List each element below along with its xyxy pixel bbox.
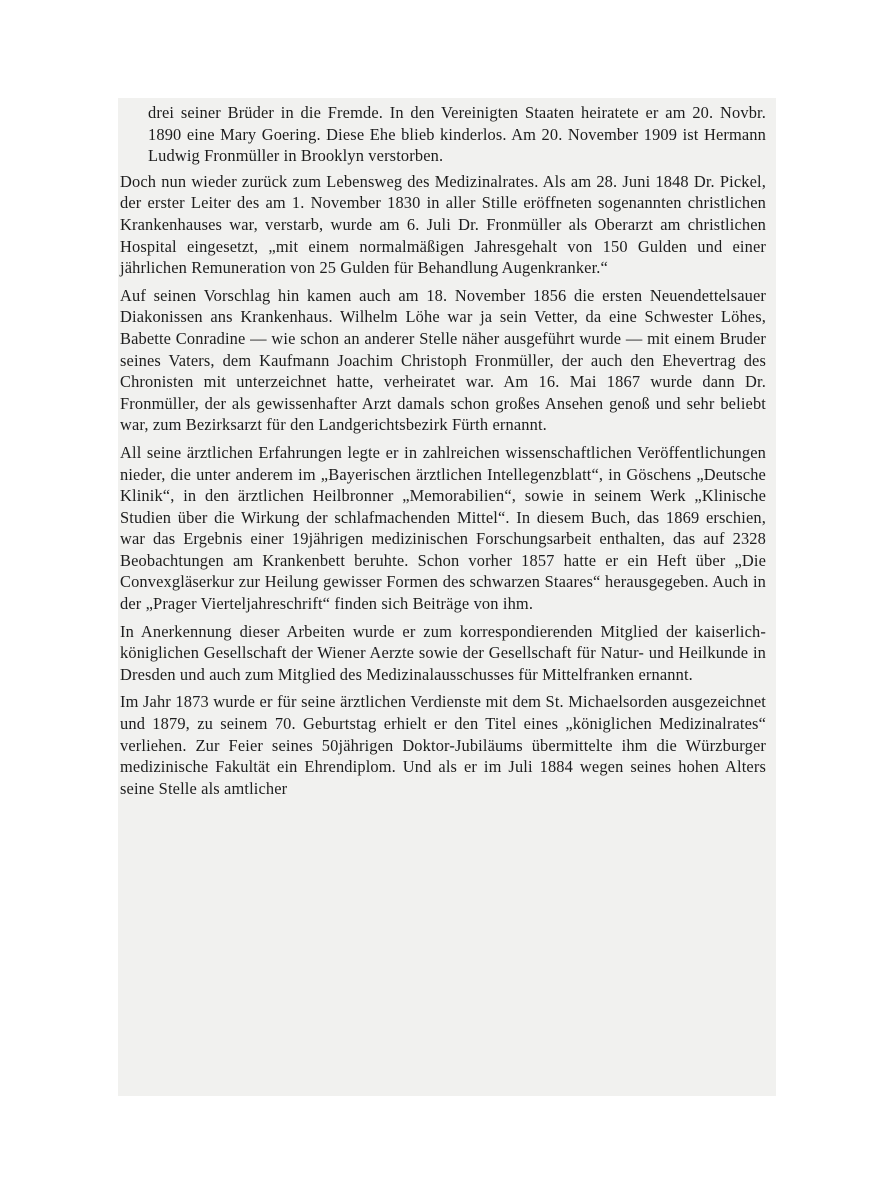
paragraph-3: Auf seinen Vorschlag hin kamen auch am 18. November 1856 die ersten Neuendettelsauer Diakonissen ans Krankenhaus. Wilhelm Löhe war ja sein Vetter, da eine Schwester Löhes, Babette Conradine — wie schon an anderer Stelle näher ausgeführt wurde — mit einem Bruder seines Vaters, dem Kaufmann Joachim Christoph Fronmüller, der auch den Ehevertrag des Chronisten mit unterzeichnet hatte, verheiratet war. Am 16. Mai 1867 wurde dann Dr. Fronmüller, der als gewissenhafter Arzt damals schon großes Ansehen genoß und sehr beliebt war, zum Bezirksarzt für den Landgerichtsbezirk Fürth ernannt.: [120, 285, 766, 435]
paragraph-6: Im Jahr 1873 wurde er für seine ärztlichen Verdienste mit dem St. Michaelsorden ausgezeichnet und 1879, zu seinem 70. Geburtstag erhielt er den Titel eines „königlichen Medizinalrates“ verliehen. Zur Feier seines 50jährigen Doktor-Jubiläums übermittelte ihm die Würzburger medizinische Fakultät ein Ehrendiplom. Und als er im Juli 1884 wegen seines hohen Alters seine Stelle als amtlicher: [120, 692, 766, 798]
document-body: [120, 102, 766, 805]
paragraph-2: Doch nun wieder zurück zum Lebensweg des Medizinalrates. Als am 28. Juni 1848 Dr. Pickel, der erster Leiter des am 1. November 1830 in aller Stille eröffneten sogenannten christlichen Krankenhauses war, verstarb, wurde am 6. Juli Dr. Fronmüller als Oberarzt am christlichen Hospital eingesetzt, „mit einem normalmäßigen Jahresgehalt von 150 Gulden und einer jährlichen Remuneration von 25 Gulden für Behandlung Augenkranker.“: [120, 171, 766, 278]
paragraph-5: In Anerkennung dieser Arbeiten wurde er zum korrespondierenden Mitglied der kaiserlich-königlichen Gesellschaft der Wiener Aerzte sowie der Gesellschaft für Natur- und Heilkunde in Dresden und auch zum Mitglied des Medizinalausschusses für Mittelfranken ernannt.: [120, 621, 766, 684]
paragraph-1: drei seiner Brüder in die Fremde. In den Vereinigten Staaten heiratete er am 20. Novbr. 1890 eine Mary Goering. Diese Ehe blieb kinderlos. Am 20. November 1909 ist Hermann Ludwig Fronmüller in Brooklyn verstorben.: [148, 103, 766, 166]
paragraph-4: All seine ärztlichen Erfahrungen legte er in zahlreichen wissenschaftlichen Veröffentlichungen nieder, die unter anderem im „Bayerischen ärztlichen Intellegenzblatt“, in Göschens „Deutsche Klinik“, in den ärztlichen Heilbronner „Memorabilien“, sowie in seinem Werk „Klinische Studien über die Wirkung der schlafmachenden Mittel“. In diesem Buch, das 1869 erschien, war das Ergebnis einer 19jährigen medizinischen Forschungsarbeit enthalten, das auf 2328 Beobachtungen am Krankenbett beruhte. Schon vorher 1857 hatte er ein Heft über „Die Convexgläserkur zur Heilung gewisser Formen des schwarzen Staares“ herausgegeben. Auch in der „Prager Vierteljahreschrift“ finden sich Beiträge von ihm.: [120, 442, 766, 614]
